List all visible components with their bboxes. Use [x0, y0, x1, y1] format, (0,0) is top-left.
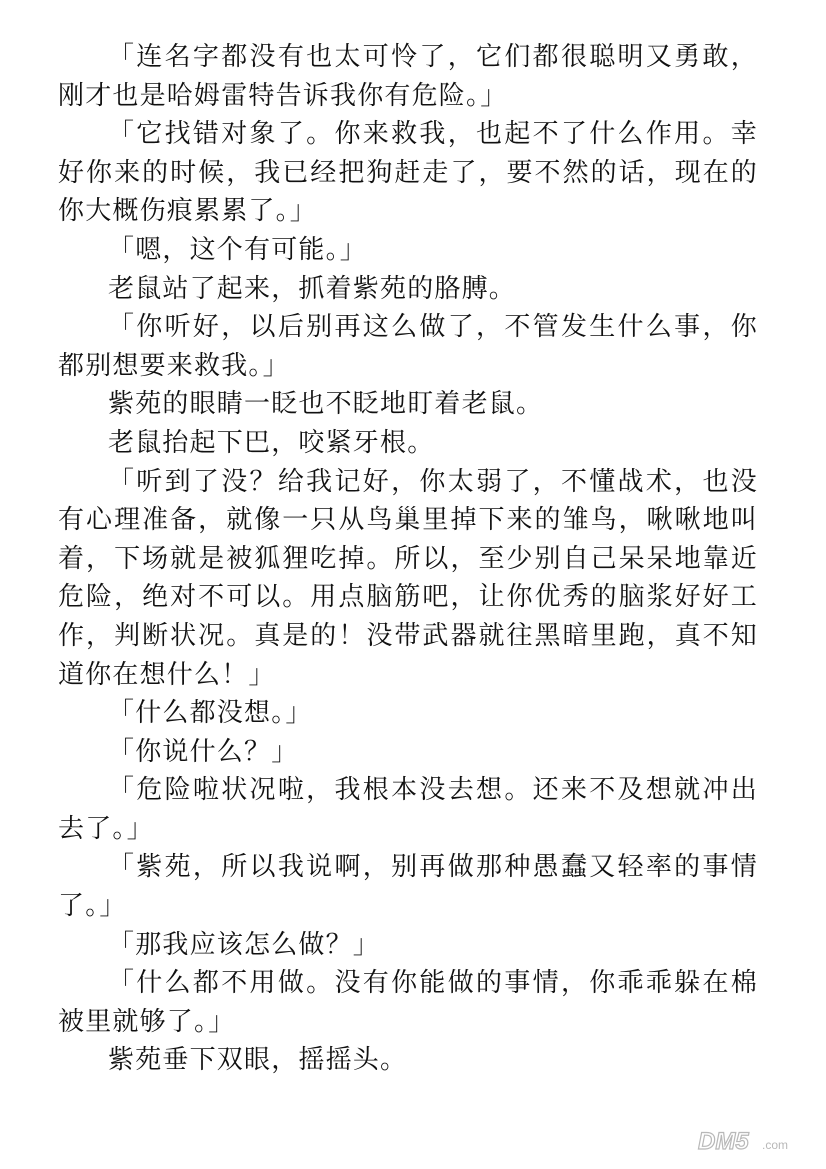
paragraph: 「你说什么？」: [108, 736, 299, 767]
paragraph: 「你听好，以后别再这么做了，不管发生什么事，你都别想要来救我。」: [58, 312, 758, 381]
paragraph: 紫苑垂下双眼，摇摇头。: [108, 1045, 408, 1076]
paragraph: 紫苑的眼睛一眨也不眨地盯着老鼠。: [108, 389, 544, 420]
paragraph: 老鼠抬起下巴，咬紧牙根。: [108, 427, 435, 458]
paragraph: 「什么都不用做。没有你能做的事情，你乖乖躲在棉被里就够了。」: [58, 968, 758, 1037]
svg-text:DM5: DM5: [698, 1128, 749, 1155]
paragraph: 「紫苑，所以我说啊，别再做那种愚蠢又轻率的事情了。」: [58, 852, 758, 922]
svg-text:.com: .com: [762, 1138, 789, 1152]
paragraph: 「听到了没？给我记好，你太弱了，不懂战术，也没有心理准备，就像一只从鸟巢里掉下来的雏鸟，啾啾地叫着，下场就是被狐狸吃掉。所以，至少别自己呆呆地靠近危险，绝对不可以。用点脑筋吧，让你优秀的脑浆好好工作，判断状况。真是的！没带武器就往黑暗里跑，真不知道你在想什么！」: [58, 466, 758, 690]
paragraph: 「什么都没想。」: [108, 698, 313, 729]
paragraph: 「危险啦状况啦，我根本没去想。还来不及想就冲出去了。」: [58, 775, 758, 844]
paragraph: 「连名字都没有也太可怜了，它们都很聪明又勇敢，刚才也是哈姆雷特告诉我你有危险。」: [58, 42, 758, 111]
paragraph: 「嗯，这个有可能。」: [108, 234, 368, 265]
paragraph: 「它找错对象了。你来救我，也起不了什么作用。幸好你来的时候，我已经把狗赶走了，要不然的话，现在的你大概伤痕累累了。」: [58, 119, 758, 227]
paragraph: 「那我应该怎么做？」: [108, 929, 381, 960]
novel-text: [58, 38, 758, 1080]
paragraph: 老鼠站了起来，抓着紫苑的胳膊。: [108, 273, 517, 304]
dm5-logo-icon: [696, 1123, 806, 1157]
